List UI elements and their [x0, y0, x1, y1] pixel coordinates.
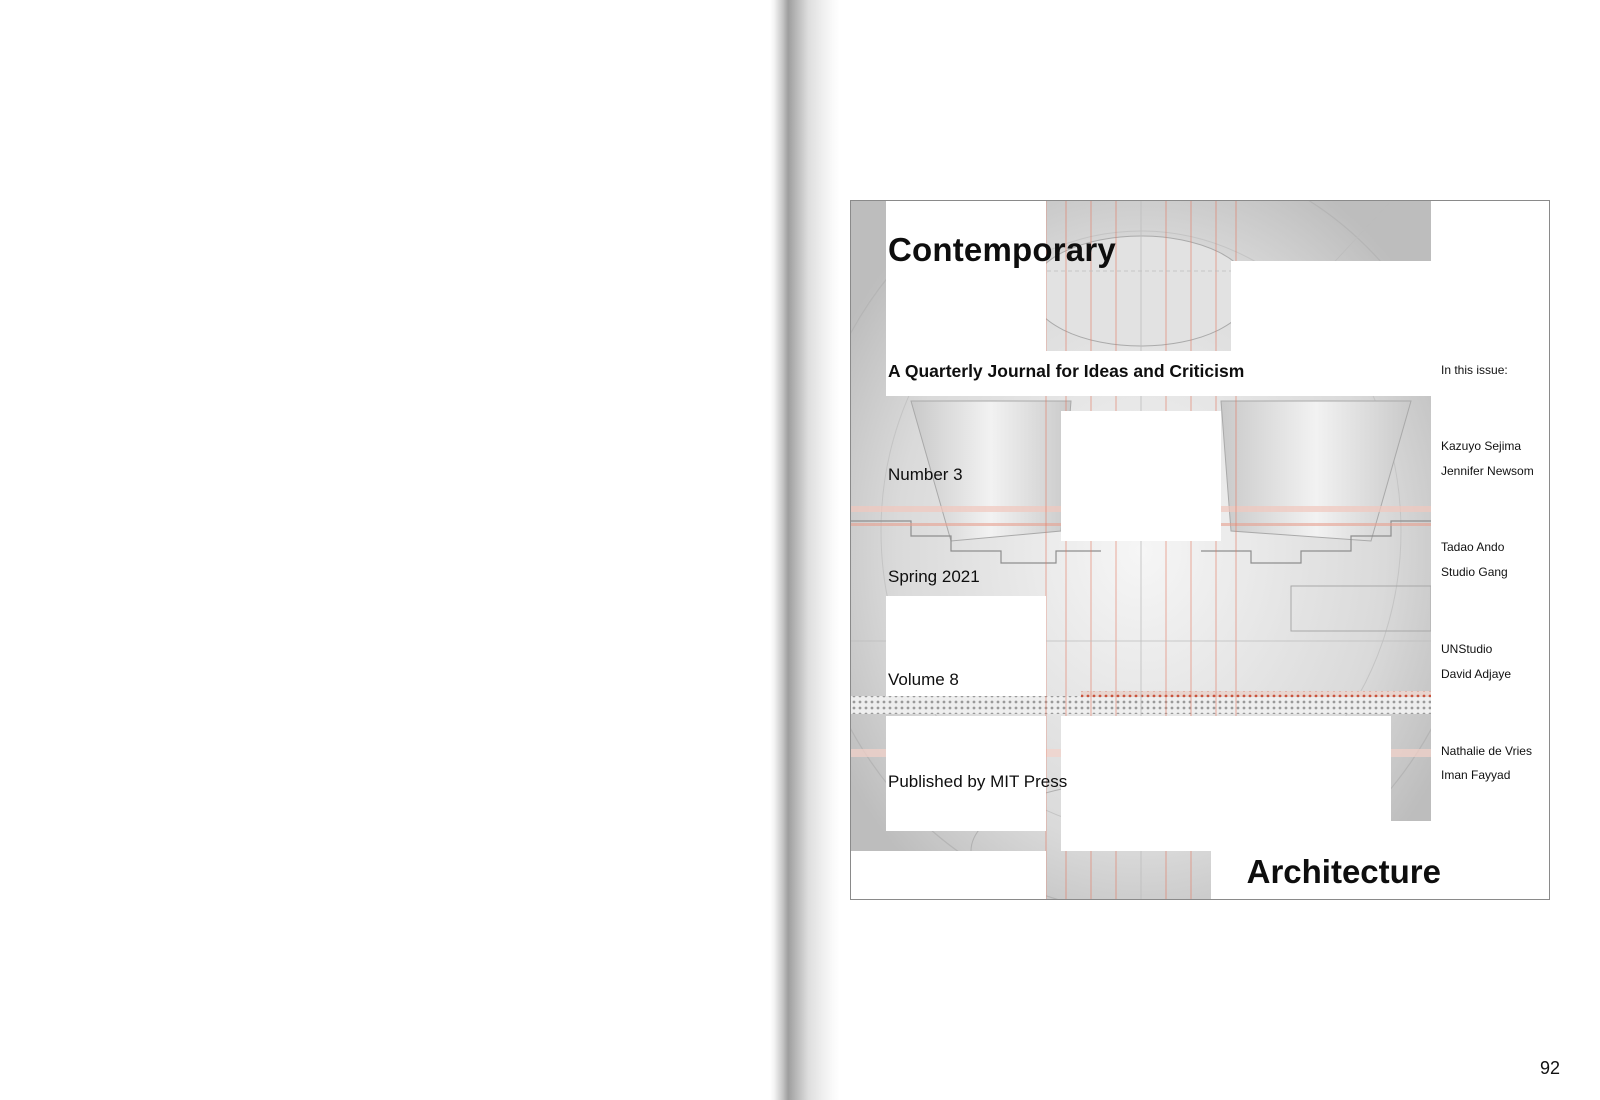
contributor-item: David Adjaye	[1441, 667, 1512, 681]
contents-column	[1441, 201, 1550, 900]
page-number: 92	[1539, 1058, 1560, 1078]
publisher-line: Published by MIT Press	[888, 772, 1068, 791]
contributor-item: Iman Fayyad	[1441, 768, 1511, 782]
issue-volume: Volume 8	[888, 670, 959, 689]
issue-heading: In this issue:	[1441, 363, 1508, 377]
contributor-item: Nathalie de Vries	[1441, 744, 1532, 758]
contributor-item: Studio Gang	[1441, 565, 1508, 579]
book-gutter-shadow	[770, 0, 840, 1100]
cover-subtitle: A Quarterly Journal for Ideas and Criticism	[888, 361, 1245, 381]
contributor-item: Tadao Ando	[1441, 540, 1505, 554]
journal-cover	[850, 200, 1550, 900]
contributor-item: UNStudio	[1441, 642, 1493, 656]
issue-number: Number 3	[888, 465, 963, 484]
contributor-item: Kazuyo Sejima	[1441, 439, 1522, 453]
left-page-blank	[0, 0, 770, 1100]
contributor-item: Jennifer Newsom	[1441, 464, 1534, 478]
cover-title-bottom: Architecture	[1246, 853, 1441, 890]
issue-season: Spring 2021	[888, 567, 980, 586]
cover-title-top: Contemporary	[888, 231, 1116, 268]
